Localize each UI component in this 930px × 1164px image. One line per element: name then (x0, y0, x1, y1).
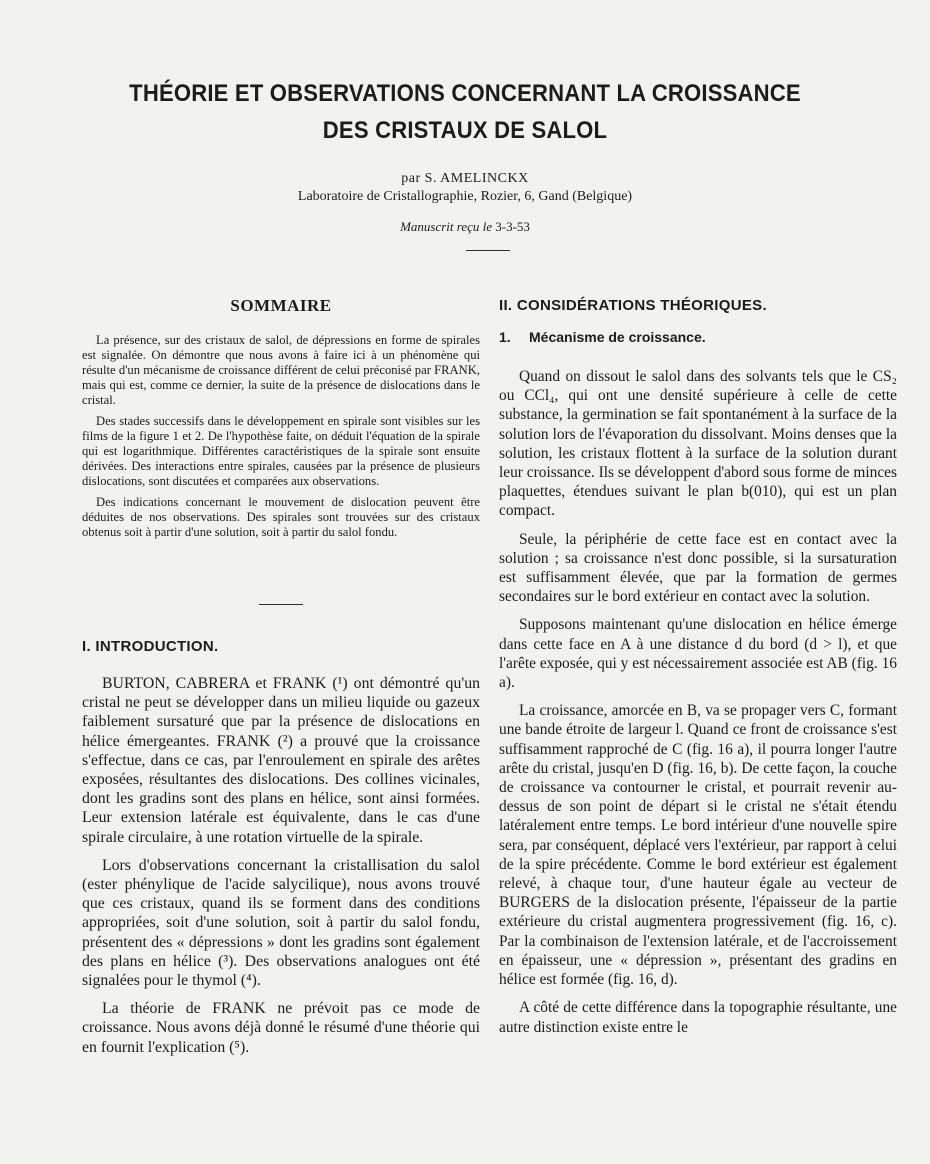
abstract-paragraph: Des indications concernant le mouvement de dislocation peuvent être déduites de nos observations. Des spirales sont trouvées sur des cristaux obtenus soit à partir d'une solution, soit à partir du salol fondu. (82, 495, 480, 539)
body-paragraph: BURTON, CABRERA et FRANK (¹) ont démontré qu'un cristal ne peut se développer dans un milieu liquide ou gazeux faiblement sursaturé que par la présence de dislocations en hélice émergeantes. FRANK (²) a prouvé que la croissance s'effectue, dans ce cas, par l'enroulement en spirale des arêtes exposées, résultantes des dislocations. Des collines vicinales, dont les gradins sont des plans en hélice, sont ainsi formées. Leur extension latérale est équivalente, dans le cas d'une spirale circulaire, à une rotation virtuelle de la spirale. (82, 675, 480, 846)
body-paragraph: Supposons maintenant qu'une dislocation en hélice émerge dans cette face en A à une distance d du bord (d > l), et que l'arête exposée, qui y est nécessairement associée est AB (fig. 16 a). (499, 616, 897, 692)
body-paragraph: Seule, la périphérie de cette face est en contact avec la solution ; sa croissance n'est donc possible, si la sursaturation est suffisamment élevée, que par la formation de germes secondaires sur le bord extérieur en contact avec la solution. (499, 530, 897, 606)
received-date (0, 219, 930, 235)
section-heading-theory: II. CONSIDÉRATIONS THÉORIQUES. (499, 297, 767, 314)
header-divider (466, 250, 510, 251)
title-line-2: DES CRISTAUX DE SALOL (322, 117, 608, 144)
introduction-body (82, 674, 480, 1066)
affiliation: Laboratoire de Cristallographie, Rozier, 6, Gand (Belgique) (297, 189, 633, 204)
title-line-1: THÉORIE ET OBSERVATIONS CONCERNANT LA CROISSANCE (129, 80, 801, 107)
received-label: Manuscrit reçu le (400, 219, 493, 234)
subsection-heading (499, 329, 706, 345)
sommaire-heading: SOMMAIRE (230, 296, 332, 315)
received-value: 3-3-53 (495, 219, 530, 234)
body-paragraph: Quand on dissout le salol dans des solvants tels que le CS₂ ou CCl₄, qui ont une densité supérieure à celle de cette substance, la germination se fait spontanément à la surface de la solution lors de l'évaporation du dissolvant. Moins denses que la solution, les cristaux flottent à la surface de la solution durant leur croissance. Ils se développent d'abord sous forme de minces plaquettes, étendues suivant le plan b(010), qui est un plan compact. (499, 368, 897, 520)
subsection-title: Mécanisme de croissance. (529, 329, 706, 345)
abstract-paragraph: Des stades successifs dans le développement en spirale sont visibles sur les films de la figure 1 et 2. De l'hypothèse faite, on déduit l'équation de la spirale qui est logarithmique. Différentes caractéristiques de la spirale sont ensuite dérivées. Des interactions entre spirales, causées par la présence de plusieurs dislocations, sont discutées et comparées aux observations. (82, 414, 480, 488)
sommaire-abstract (82, 333, 480, 546)
body-paragraph: A côté de cette différence dans la topographie résultante, une autre distinction existe entre le (499, 999, 897, 1036)
abstract-divider (259, 604, 303, 605)
section-heading-introduction: I. INTRODUCTION. (82, 638, 219, 655)
body-paragraph: La croissance, amorcée en B, va se propager vers C, formant une bande étroite de largeur l. Quand ce front de croissance s'est suffisamment rapproché de C (fig. 16 a), il pourra longer l'autre arête du cristal, jusqu'en D (fig. 16, b). De cette façon, la couche de croissance va contourner le cristal, et pourrait revenir au-dessus de son point de départ si le cristal ne s'était étendu latéralement entre temps. Le bord intérieur d'une nouvelle spire sera, par conséquent, déplacé vers l'extérieur, par rapport à celui de la spire précédente. Comme le bord extérieur est également relevé, à chaque tour, d'une hauteur égale au vecteur de BURGERS de la dislocation présente, l'épaisseur de la partie extérieure du cristal augmentera progressivement (fig. 16, c). Par la combinaison de l'extension latérale, et de l'accroissement en épaisseur, une « dépression », présentant des gradins en hélice est formée (fig. 16, d). (499, 702, 897, 989)
body-paragraph: Lors d'observations concernant la cristallisation du salol (ester phénylique de l'acide salycilique), nous avons trouvé que ces cristaux, quand ils se forment dans des conditions appropriées, soit d'une solution, soit à partir du salol fondu, présentent des « dépressions » dont les gradins sont également des plans en hélice (³). Des observations analogues ont été signalées pour le thymol (⁴). (82, 856, 480, 990)
body-paragraph: La théorie de FRANK ne prévoit pas ce mode de croissance. Nous avons déjà donné le résumé d'une théorie qui en fournit l'explication (⁵). (82, 1000, 480, 1056)
author: par S. AMELINCKX (401, 171, 529, 186)
abstract-paragraph: La présence, sur des cristaux de salol, de dépressions en forme de spirales est signalée. On démontre que nous avons à faire ici à un phénomène qui résulte d'un mécanisme de croissance différent de celui préconisé par FRANK, mais qui est, comme ce dernier, la suite de la présence de dislocations dans le cristal. (82, 333, 480, 407)
subsection-number: 1. (499, 329, 511, 345)
theory-body (499, 367, 897, 1046)
